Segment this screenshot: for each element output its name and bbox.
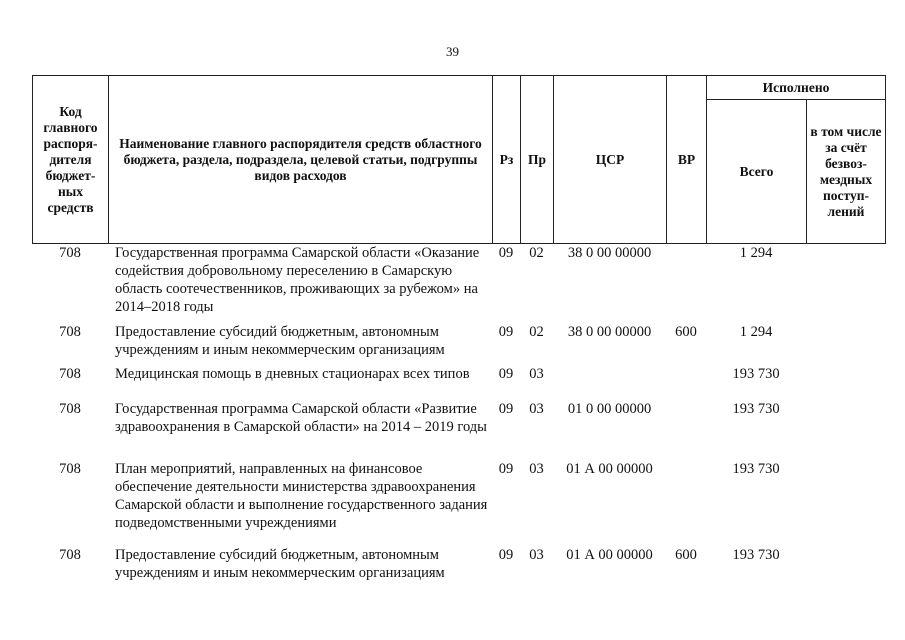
row-rz: 09 [498,245,514,261]
row-total: 193 730 [732,366,780,382]
row-pr: 03 [529,366,544,382]
row-rz: 09 [498,324,514,340]
header-rz: Рз [493,76,521,244]
row-name: Предоставление субсидий бюджетным, автономным учреждениям и иным некоммерческим организациям [115,547,445,581]
header-name: Наименование главного распорядителя средств областного бюджета, раздела, подраздела, целевой статьи, подгруппы видов расходов [109,76,493,244]
row-pr: 03 [529,547,544,563]
row-total: 1 294 [739,324,773,340]
row-pr: 02 [529,324,544,340]
row-csr: 01 А 00 00000 [566,547,653,563]
header-code: Код главного распоря-дителя бюджет-ных средств [33,76,109,244]
header-total: Всего [707,100,807,244]
header-executed: Исполнено [707,76,886,100]
header-vr: ВР [667,76,707,244]
row-rz: 09 [498,461,514,477]
row-pr: 02 [529,245,544,261]
row-pr: 03 [529,401,544,417]
row-total: 1 294 [739,245,773,261]
row-code: 708 [59,245,81,261]
row-rz: 09 [498,401,514,417]
row-vr: 600 [675,324,697,340]
row-name: Государственная программа Самарской области «Оказание содействия добровольному переселению в Самарскую область соотечественников, проживающих за рубежом» на 2014–2018 годы [115,245,480,315]
row-csr: 01 0 00 00000 [567,401,652,417]
row-rz: 09 [498,366,514,382]
page-number: 39 [446,44,459,59]
row-pr: 03 [529,461,544,477]
row-name: Государственная программа Самарской области «Развитие здравоохранения в Самарской области» на 2014 – 2019 годы [115,401,487,435]
row-total: 193 730 [732,401,780,417]
row-vr: 600 [675,547,697,563]
header-free: в том числе за счёт безвоз-мездных поступ-лений [807,100,886,244]
row-csr: 38 0 00 00000 [567,245,652,261]
row-name: Медицинская помощь в дневных стационарах всех типов [115,366,470,382]
row-code: 708 [59,366,81,382]
row-csr: 38 0 00 00000 [567,324,652,340]
row-total: 193 730 [732,461,780,477]
row-name: Предоставление субсидий бюджетным, автономным учреждениям и иным некоммерческим организациям [115,324,445,358]
row-name: План мероприятий, направленных на финансовое обеспечение деятельности министерства здравоохранения Самарской области и выполнение государственного задания подведомственными учреждениями [115,461,488,531]
row-code: 708 [59,324,81,340]
row-code: 708 [59,401,81,417]
row-code: 708 [59,461,81,477]
table-header [32,75,886,244]
row-total: 193 730 [732,547,780,563]
row-rz: 09 [498,547,514,563]
row-code: 708 [59,547,81,563]
header-pr: Пр [521,76,554,244]
header-csr: ЦСР [554,76,667,244]
row-csr: 01 А 00 00000 [566,461,653,477]
